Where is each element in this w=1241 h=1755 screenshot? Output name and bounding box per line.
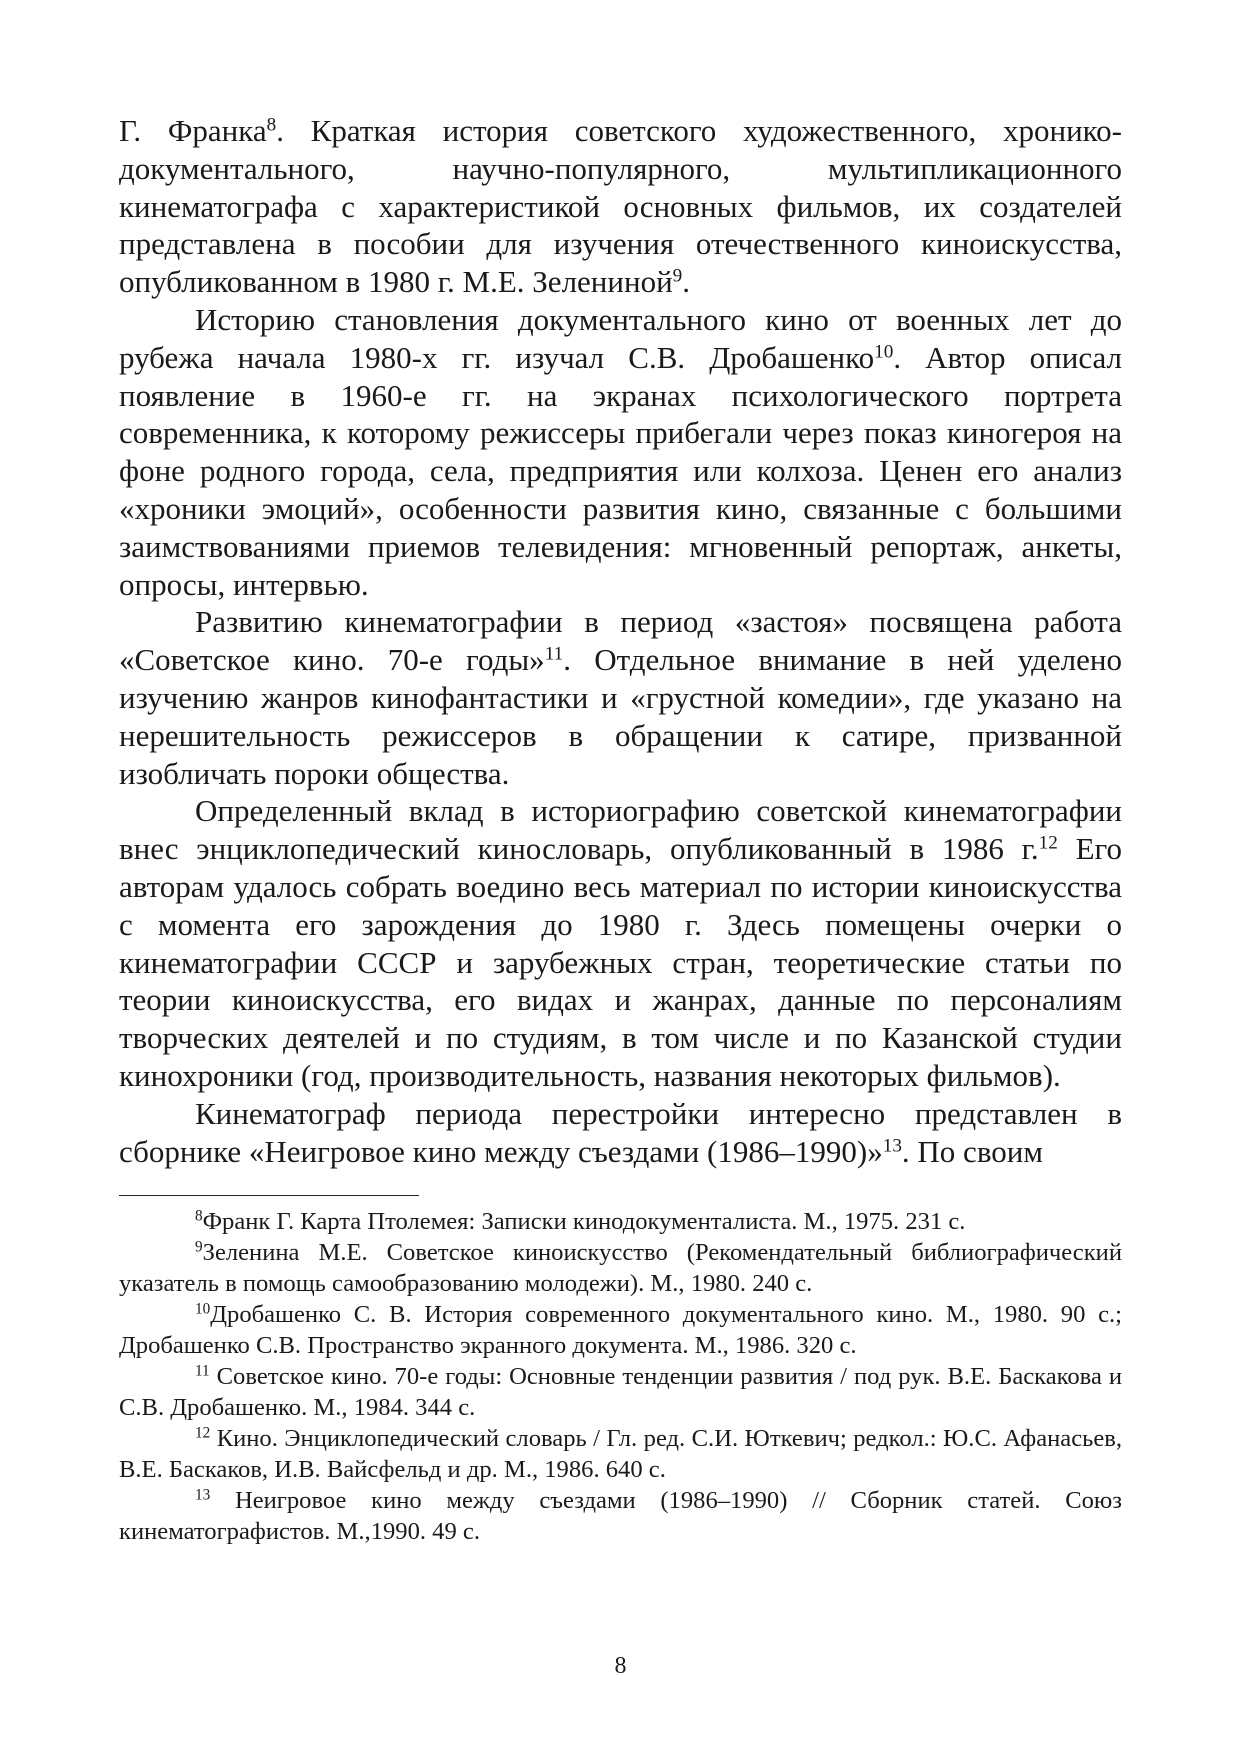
paragraph-3	[119, 603, 1122, 792]
paragraph-2	[119, 301, 1122, 603]
paragraph-text: . Автор описал появление в 1960-е гг. на экранах психологического портрета современника, к которому режиссеры прибегали через показ киногероя на фоне родного города, села, предприятия или колхоза. Ценен его анализ «хроники эмоций», особенности развития кино, связанные с большими заимствованиями приемов телевидения: мгновенный репортаж, анкеты, опросы, интервью.	[119, 339, 1122, 602]
footnote-ref: 9	[672, 265, 683, 287]
footnote-separator	[119, 1195, 419, 1196]
main-text	[119, 112, 1122, 1170]
footnote-ref: 13	[882, 1134, 902, 1156]
footnote-ref: 8	[266, 114, 277, 136]
paragraph-5	[119, 1095, 1122, 1171]
paragraph-4	[119, 792, 1122, 1094]
footnote	[119, 1299, 1122, 1361]
footnote	[119, 1206, 1122, 1237]
paragraph-text: Определенный вклад в историографию советской кинематографии внес энциклопедический кинословарь, опубликованный в 1986 г.	[119, 793, 1122, 867]
paragraph-text: .	[682, 264, 691, 300]
footnote-ref: 10	[874, 341, 894, 363]
footnote-number: 8	[195, 1207, 203, 1225]
footnote-text: Франк Г. Карта Птолемея: Записки кинодокументалиста. М., 1975. 231 с.	[202, 1208, 966, 1236]
footnote-text: Зеленина М.Е. Советское киноискусство (Рекомендательный библиографический указатель в помощь самообразованию молодежи). М., 1980. 240 с.	[119, 1239, 1122, 1298]
page	[119, 112, 1122, 1547]
footnote	[119, 1237, 1122, 1299]
footnote-number: 10	[195, 1300, 211, 1318]
footnote-ref: 11	[544, 643, 564, 665]
footnote-text: Неигровое кино между съездами (1986–1990) // Сборник статей. Союз кинематографистов. М.,1990. 49 с.	[119, 1487, 1122, 1546]
paragraph-text: Его авторам удалось собрать воедино весь материал по истории киноискусства с момента его зарождения до 1980 г. Здесь помещены очерки о кинематографии СССР и зарубежных стран, теоретические статьи по теории киноискусства, его видах и жанрах, данные по персоналиям творческих деятелей и по студиям, в том числе и по Казанской студии кинохроники (год, производительность, названия некоторых фильмов).	[119, 831, 1122, 1093]
footnote	[119, 1361, 1122, 1423]
footnote-text: Дробашенко С. В. История современного документального кино. М., 1980. 90 с.; Дробашенко С.В. Пространство экранного документа. М., 1986. 320 с.	[119, 1301, 1122, 1360]
paragraph-text: Г. Франка	[119, 113, 267, 148]
footnote-number: 12	[195, 1424, 211, 1442]
footnote-ref: 12	[1038, 832, 1058, 854]
footnote-number: 11	[195, 1362, 210, 1380]
paragraph-text: Кинематограф периода перестройки интересно представлен в сборнике «Неигровое кино между съездами (1986–1990)»	[119, 1095, 1122, 1169]
paragraph-1	[119, 112, 1122, 301]
footnote	[119, 1423, 1122, 1485]
paragraph-text: . По своим	[901, 1133, 1043, 1169]
paragraph-text: . Отдельное внимание в ней уделено изучению жанров кинофантастики и «грустной комедии», где указано на нерешительность режиссеров в обращении к сатире, призванной изобличать пороки общества.	[119, 642, 1122, 791]
footnote-text: Кино. Энциклопедический словарь / Гл. ред. С.И. Юткевич; редкол.: Ю.С. Афанасьев, В.Е. Баскаков, И.В. Вайсфельд и др. М., 1986. 640 с.	[119, 1425, 1122, 1484]
footnote-number: 9	[195, 1238, 203, 1256]
footnotes	[119, 1206, 1122, 1547]
page-number: 8	[614, 1653, 627, 1679]
paragraph-text: Историю становления документального кино от военных лет до рубежа начала 1980-х гг. изучал С.В. Дробашенко	[119, 301, 1122, 375]
footnote-number: 13	[195, 1486, 211, 1504]
footnote	[119, 1485, 1122, 1547]
paragraph-text: Развитию кинематографии в период «застоя» посвящена работа «Советское кино. 70-е годы»	[119, 604, 1122, 678]
footnote-text: Советское кино. 70-е годы: Основные тенденции развития / под рук. В.Е. Баскакова и С.В. Дробашенко. М., 1984. 344 с.	[119, 1363, 1122, 1422]
paragraph-text: . Краткая история советского художественного, хронико-документального, научно-популярного, мультипликационного кинематографа с характеристикой основных фильмов, их создателей представлена в пособии для изучения отечественного киноискусства, опубликованном в 1980 г. М.Е. Зелениной	[119, 113, 1122, 300]
